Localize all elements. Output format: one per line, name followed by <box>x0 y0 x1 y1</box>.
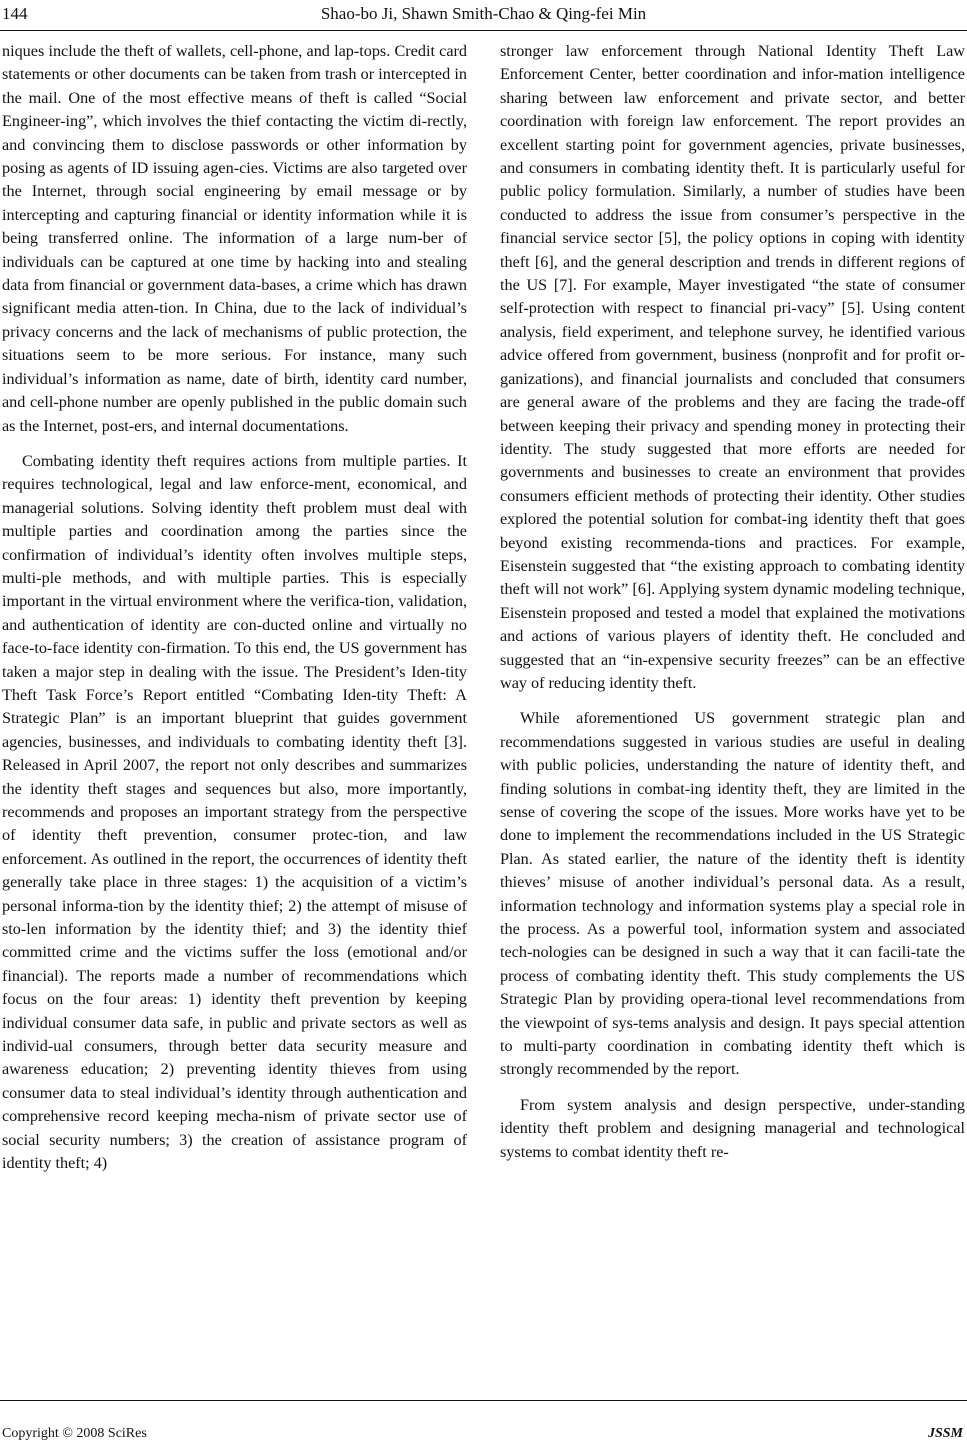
footer-divider <box>0 1400 967 1401</box>
paragraph: While aforementioned US government strategic plan and recommendations suggested in various studies are useful in dealing with public policies, understanding the nature of identity theft, and finding solutions in combat-ing identity theft, they are limited in the sense of covering the scope of the issues. More works have yet to be done to implement the recommendations included in the US Strategic Plan. As stated earlier, the nature of the identity theft is identity thieves’ misuse of another individual’s personal data. As a result, information technology and information systems play a special role in the process. As a powerful tool, information system and associated tech-nologies can be designed in such a way that it can facili-tate the process of combating identity theft. This study complements the US Strategic Plan by providing opera-tional level recommendations from the viewpoint of sys-tems analysis and design. It pays special attention to multi-party coordination in combating identity theft which is strongly recommended by the report. <box>500 709 965 1079</box>
header-divider <box>0 30 967 31</box>
journal-abbreviation: JSSM <box>927 1426 963 1441</box>
left-column <box>2 40 467 1176</box>
paragraph: Combating identity theft requires actions from multiple parties. It requires technological, legal and law enforce-ment, economical, and managerial solutions. Solving identity theft problem must deal with multiple parties and coordination among the parties since the confirmation of individual’s identity often involves multiple steps, multi-ple methods, and with multiple parties. This is especially important in the virtual environment where the verifica-tion, validation, and authentication of identity are con-ducted online and virtually no face-to-face identity con-firmation. To this end, the US government has taken a major step in dealing with the issue. The President’s Iden-tity Theft Task Force’s Report entitled “Combating Iden-tity Theft: A Strategic Plan” is an important blueprint that guides government agencies, businesses, and individuals to combating identity theft [3]. Released in April 2007, the report not only describes and summarizes the identity theft stages and sequences but also, more importantly, recommends and proposes an important strategy from the perspective of identity theft prevention, consumer protec-tion, and law enforcement. As outlined in the report, the occurrences of identity theft generally take place in three stages: 1) the acquisition of a victim’s personal informa-tion by the identity thief; 2) the attempt of misuse of sto-len information by the identity thief; and 3) the identity thief committed crime and the victims suffer the loss (emotional and/or financial). The reports made a number of recommendations which focus on the four areas: 1) identity theft prevention by keeping individual consumer data safe, in public and private sectors as well as individ-ual consumers, through better data security measure and awareness education; 2) preventing identity thieves from using consumer data to steal individual’s identity through authentication and comprehensive record keeping mecha-nism of private sector use of social security numbers; 3) the creation of assistance program of identity theft; 4) <box>2 451 467 1173</box>
copyright-notice: Copyright © 2008 SciRes <box>2 1426 147 1441</box>
paragraph-continuation: niques include the theft of wallets, cell-phone, and lap-tops. Credit card statements or other documents can be taken from trash or intercepted in the mail. One of the most effective means of theft is called “Social Engineer-ing”, which involves the thief contacting the victim di-rectly, and convincing them to disclose passwords or other information by posing as agents of ID issuing agen-cies. Victims are also targeted over the Internet, through social engineering by email message or by intercepting and capturing financial or identity information while it is being transferred online. The information of a large num-ber of individuals can be captured at one time by hacking into and stealing data from financial or government data-bases, a crime which has drawn significant media atten-tion. In China, due to the lack of individual’s privacy concerns and the lack of mechanisms of public protection, the situations seem to be more serious. For instance, many such individual’s information as name, date of birth, identity card number, and cell-phone number are openly published in the public domain such as the Internet, post-ers, and internal documentations. <box>2 42 467 435</box>
page-number: 144 <box>2 4 28 23</box>
paragraph-continuation: stronger law enforcement through National Identity Theft Law Enforcement Center, better coordination and infor-mation intelligence sharing between law enforcement and private sector, and better coordination with foreign law enforcement. The report provides an excellent starting point for government agencies, private businesses, and consumers in combating identity theft. It is particularly useful for public policy formulation. Similarly, a number of studies have been conducted to address the issue from consumer’s perspective in the financial service sector [5], the policy options in coping with identity theft [6], and the general description and trends in different regions of the US [7]. For example, Mayer investigated “the state of consumer self-protection with respect to financial pri-vacy” [5]. Using content analysis, field experiment, and telephone survey, he identified various advice offered from government, business (nonprofit and for profit or-ganizations), and financial journalists and concluded that consumers are general aware of the problems and they are facing the trade-off between keeping their privacy and spending money in protecting their identity. The study suggested that more efforts are needed for governments and businesses to create an environment that provides consumers efficient methods of protecting their identity. Other studies explored the potential solution for combat-ing identity theft that goes beyond existing recommenda-tions and practices. For example, Eisenstein suggested that “the existing approach to combating identity theft will not work” [6]. Applying system dynamic modeling technique, Eisenstein proposed and tested a model that explained the motivations and actions of various players of identity theft. He concluded and suggested that an “in-expensive security freezes” can be an effective way of reducing identity theft. <box>500 42 965 692</box>
paragraph: From system analysis and design perspective, under-standing identity theft problem and designing managerial and technological systems to combat identity theft re- <box>500 1095 965 1161</box>
right-column <box>500 40 965 1164</box>
running-head-authors: Shao-bo Ji, Shawn Smith-Chao & Qing-fei Min <box>320 4 647 23</box>
page-header <box>0 0 967 32</box>
